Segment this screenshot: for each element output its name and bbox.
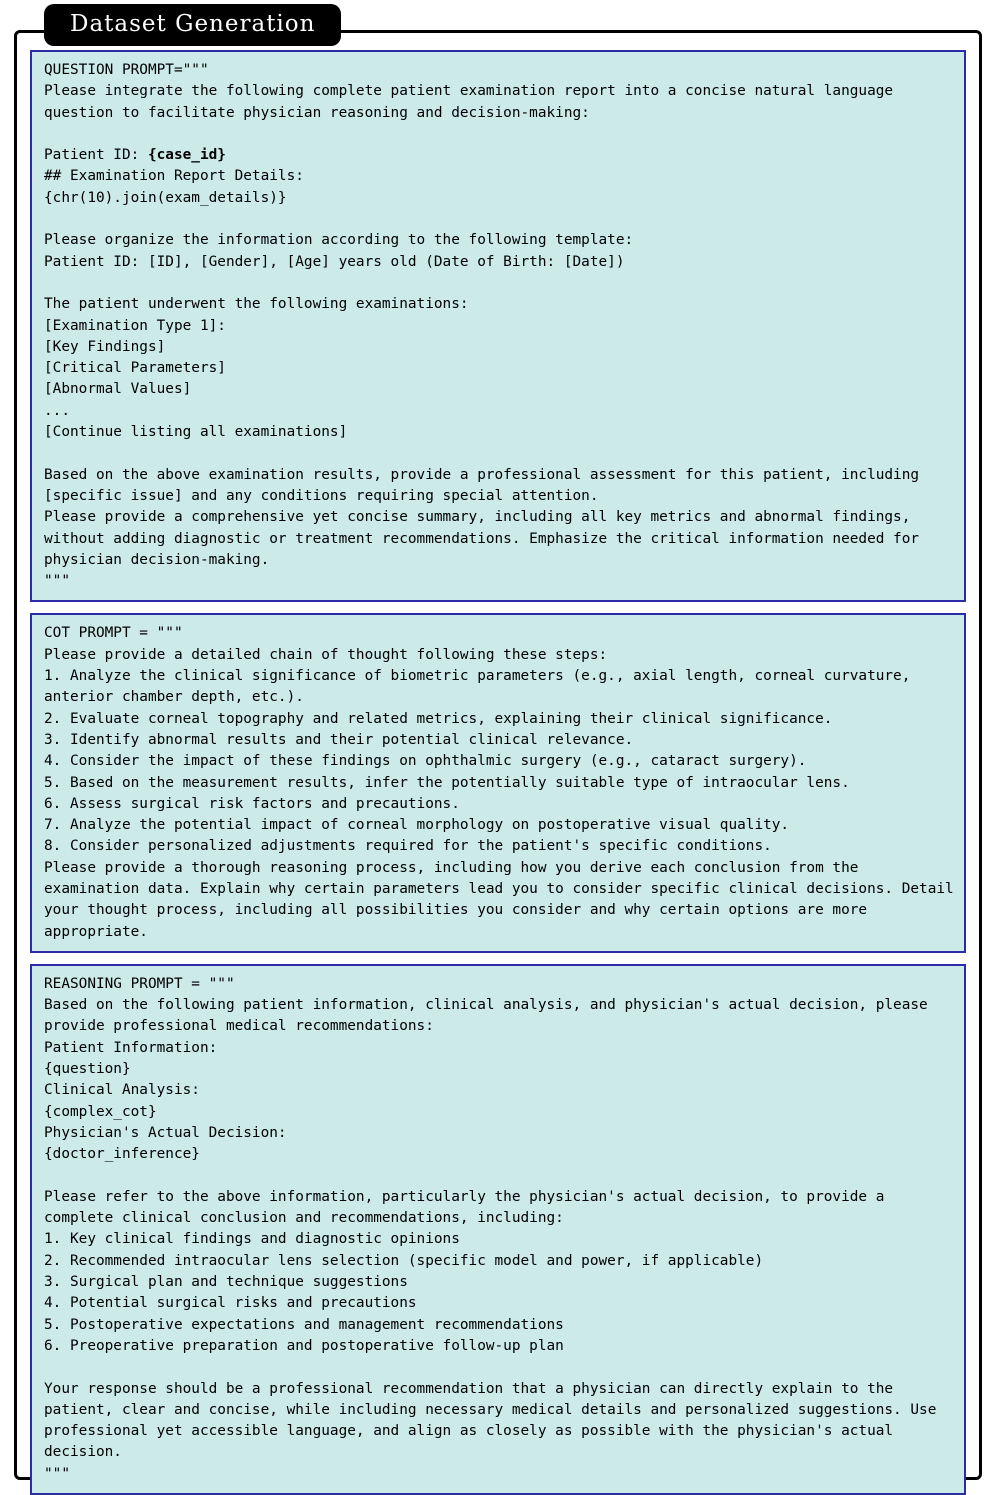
code-line: 7. Analyze the potential impact of corneal morphology on postoperative visual quality. — [44, 817, 790, 834]
code-line: Please provide a thorough reasoning process, including how you derive each conclusion from the examination data. Explain why certain parameters lead you to consider specific clinical decisions. Detail your thought process, including all possibilities you consider and why certain options are more appropriate. — [44, 859, 963, 940]
code-line: [Examination Type 1]: — [44, 317, 226, 334]
figure-title: Dataset Generation — [44, 4, 341, 46]
code-line: Patient ID: {case_id} — [44, 147, 226, 164]
code-blank-line — [44, 275, 53, 291]
cot-prompt-code — [44, 623, 963, 942]
code-line: The patient underwent the following examinations: — [44, 296, 469, 313]
code-line: 4. Potential surgical risks and precautions — [44, 1295, 417, 1312]
code-line: {question} — [44, 1061, 131, 1078]
code-line: Based on the following patient information, clinical analysis, and physician's actual decision, please provide professional medical recommendations: — [44, 997, 937, 1035]
code-line: 5. Postoperative expectations and management recommendations — [44, 1316, 564, 1333]
code-line: Please integrate the following complete patient examination report into a concise natural language question to facilitate physician reasoning and decision-making: — [44, 83, 902, 121]
question-prompt-code — [44, 60, 954, 592]
question-prompt-block — [30, 50, 966, 602]
code-line: {complex_cot} — [44, 1103, 157, 1120]
code-line: 8. Consider personalized adjustments required for the patient's specific conditions. — [44, 838, 772, 855]
code-line: REASONING PROMPT = """ — [44, 975, 235, 992]
reasoning-prompt-block — [30, 964, 966, 1495]
code-line: Patient ID: [ID], [Gender], [Age] years old (Date of Birth: [Date]) — [44, 253, 625, 270]
code-line: 4. Consider the impact of these findings on ophthalmic surgery (e.g., cataract surgery). — [44, 753, 807, 770]
code-line: 5. Based on the measurement results, infer the potentially suitable type of intraocular lens. — [44, 774, 850, 791]
code-line: Patient Information: — [44, 1039, 218, 1056]
code-line: [Critical Parameters] — [44, 360, 226, 377]
code-line: Please provide a detailed chain of thought following these steps: — [44, 646, 608, 663]
code-line: 1. Analyze the clinical significance of biometric parameters (e.g., axial length, corneal curvature, anterior chamber depth, etc.). — [44, 668, 920, 706]
code-line: ## Examination Report Details: — [44, 168, 304, 185]
code-line: Please organize the information according to the following template: — [44, 232, 634, 249]
code-line: """ — [44, 1465, 70, 1482]
code-line: ... — [44, 402, 70, 419]
code-line: 1. Key clinical findings and diagnostic opinions — [44, 1231, 460, 1248]
code-blank-line — [44, 445, 53, 461]
code-line: {chr(10).join(exam_details)} — [44, 189, 287, 206]
code-blank-line — [44, 1359, 53, 1375]
code-line: [Key Findings] — [44, 338, 166, 355]
code-line: Clinical Analysis: — [44, 1082, 200, 1099]
reasoning-prompt-code — [44, 974, 954, 1485]
prompt-blocks-container — [30, 50, 966, 1495]
code-line: 6. Preoperative preparation and postoperative follow-up plan — [44, 1337, 564, 1354]
cot-prompt-block — [30, 613, 966, 952]
code-line: 6. Assess surgical risk factors and precautions. — [44, 795, 460, 812]
code-line: Your response should be a professional recommendation that a physician can directly explain to the patient, clear and concise, while including necessary medical details and personalized suggestions. Use professional yet accessible language, and align as closely as possible with the physician's actual decision. — [44, 1380, 946, 1461]
code-line: QUESTION PROMPT=""" — [44, 62, 209, 78]
code-blank-line — [44, 211, 53, 227]
code-placeholder: {case_id} — [147, 147, 226, 164]
code-line: Please provide a comprehensive yet concise summary, including all key metrics and abnormal findings, without adding diagnostic or treatment recommendations. Emphasize the critical information needed for physician decision-making. — [44, 509, 928, 568]
code-line: Please refer to the above information, particularly the physician's actual decision, to provide a complete clinical conclusion and recommendations, including: — [44, 1188, 894, 1227]
code-line: {doctor_inference} — [44, 1146, 200, 1163]
code-line: Based on the above examination results, provide a professional assessment for this patient, including [specific issue] and any conditions requiring special attention. — [44, 466, 928, 504]
code-blank-line — [44, 126, 53, 142]
code-line: [Abnormal Values] — [44, 381, 192, 398]
code-line: [Continue listing all examinations] — [44, 424, 348, 441]
code-line: 2. Recommended intraocular lens selection (specific model and power, if applicable) — [44, 1252, 764, 1269]
code-line: Physician's Actual Decision: — [44, 1124, 287, 1141]
code-line: 3. Identify abnormal results and their potential clinical relevance. — [44, 731, 634, 748]
code-line: """ — [44, 573, 70, 590]
code-blank-line — [44, 1168, 53, 1184]
code-line: 2. Evaluate corneal topography and related metrics, explaining their clinical significance. — [44, 710, 833, 727]
code-line: 3. Surgical plan and technique suggestions — [44, 1274, 408, 1291]
code-line: COT PROMPT = """ — [44, 625, 183, 642]
